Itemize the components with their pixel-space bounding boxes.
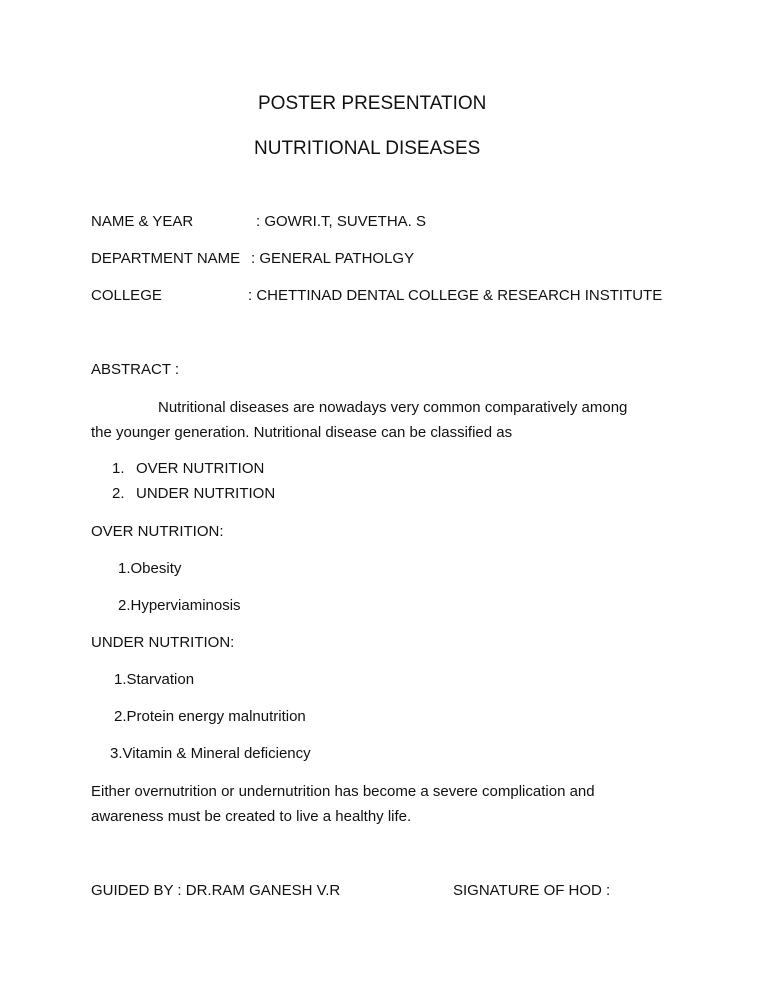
list-item [112, 459, 265, 479]
conclusion-line2: awareness must be created to live a healthy life. [91, 808, 412, 825]
abstract-para-line2: the younger generation. Nutritional disease can be classified as [91, 424, 513, 441]
over-nutrition-heading: OVER NUTRITION: [91, 523, 224, 540]
list-number: 2. [112, 485, 125, 502]
college-label: COLLEGE [91, 287, 162, 304]
list-item: 1.Obesity [118, 560, 182, 577]
guided-by: GUIDED BY : DR.RAM GANESH V.R [91, 882, 341, 899]
abstract-heading: ABSTRACT : [91, 361, 180, 378]
under-nutrition-heading: UNDER NUTRITION: [91, 634, 235, 651]
list-text: OVER NUTRITION [136, 460, 265, 477]
list-text: UNDER NUTRITION [136, 485, 276, 502]
conclusion-line1: Either overnutrition or undernutrition has become a severe complication and [91, 783, 595, 800]
list-number: 1. [112, 460, 125, 477]
college-value: : CHETTINAD DENTAL COLLEGE & RESEARCH INSTITUTE [248, 287, 663, 304]
page-subtitle: NUTRITIONAL DISEASES [254, 138, 481, 159]
list-item: 2.Hyperviaminosis [118, 597, 241, 614]
list-item: 1.Starvation [114, 671, 195, 688]
list-item: 2.Protein energy malnutrition [114, 708, 306, 725]
department-label: DEPARTMENT NAME [91, 250, 241, 267]
list-item [112, 484, 276, 504]
name-year-label: NAME & YEAR [91, 213, 194, 230]
abstract-para-line1: Nutritional diseases are nowadays very common comparatively among [158, 399, 628, 416]
list-item: 3.Vitamin & Mineral deficiency [110, 745, 311, 762]
page-title: POSTER PRESENTATION [258, 93, 487, 114]
hod-signature-label: SIGNATURE OF HOD : [453, 882, 611, 899]
name-year-value: : GOWRI.T, SUVETHA. S [256, 213, 427, 230]
department-value: : GENERAL PATHOLGY [251, 250, 415, 267]
